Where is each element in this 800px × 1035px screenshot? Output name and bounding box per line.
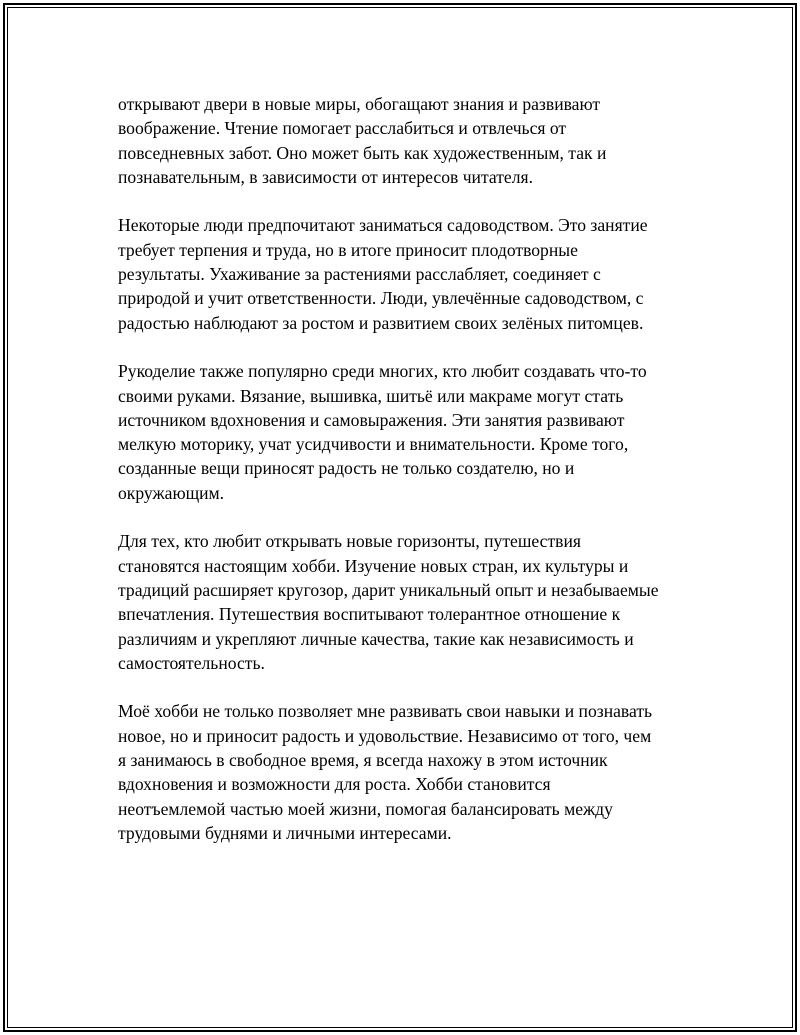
paragraph-line: повседневных забот. Оно может быть как художественным, так и (118, 142, 607, 163)
paragraph-line: Моё хобби не только позволяет мне развивать свои навыки и познавать (118, 701, 653, 722)
paragraph-line: трудовыми буднями и личными интересами. (118, 822, 452, 843)
paragraph-line: познавательным, в зависимости от интересов читателя. (118, 166, 533, 187)
paragraph-line: требует терпения и труда, но в итоге приносит плодотворные (118, 239, 578, 260)
paragraph-line: вдохновения и возможности для роста. Хобби становится (118, 774, 551, 795)
paragraph (118, 213, 718, 334)
document-body (118, 92, 718, 870)
paragraph-line: воображение. Чтение помогает расслабиться и отвлечься от (118, 118, 567, 139)
paragraph-line: природой и учит ответственности. Люди, увлечённые садоводством, с (118, 288, 644, 309)
paragraph (118, 529, 718, 675)
paragraph-line: Для тех, кто любит открывать новые горизонты, путешествия (118, 531, 581, 552)
paragraph-line: самостоятельность. (118, 652, 265, 673)
paragraph-line: радостью наблюдают за ростом и развитием своих зелёных питомцев. (118, 312, 644, 333)
paragraph-line: новое, но и приносит радость и удовольствие. Независимо от того, чем (118, 725, 652, 746)
paragraph-line: источником вдохновения и самовыражения. Эти занятия развивают (118, 409, 625, 430)
paragraph-line: неотъемлемой частью моей жизни, помогая балансировать между (118, 798, 613, 819)
paragraph-line: окружающим. (118, 482, 225, 503)
paragraph (118, 92, 718, 189)
paragraph (118, 359, 718, 505)
paragraph-line: результаты. Ухаживание за растениями расслабляет, соединяет с (118, 264, 601, 285)
paragraph-line: Рукоделие также популярно среди многих, кто любит создавать что-то (118, 361, 647, 382)
paragraph-line: впечатления. Путешествия воспитывают толерантное отношение к (118, 604, 621, 625)
paragraph-line: традиций расширяет кругозор, дарит уникальный опыт и незабываемые (118, 579, 659, 600)
paragraph-line: я занимаюсь в свободное время, я всегда нахожу в этом источник (118, 750, 608, 771)
paragraph-line: своими руками. Вязание, вышивка, шитьё или макраме могут стать (118, 385, 624, 406)
paragraph-line: созданные вещи приносят радость не только создателю, но и (118, 458, 575, 479)
paragraph-line: различиям и укрепляют личные качества, такие как независимость и (118, 628, 634, 649)
paragraph-line: Некоторые люди предпочитают заниматься садоводством. Это занятие (118, 215, 648, 236)
paragraph-line: мелкую моторику, учат усидчивости и внимательности. Кроме того, (118, 434, 629, 455)
paragraph-line: становятся настоящим хобби. Изучение новых стран, их культуры и (118, 555, 629, 576)
paragraph-line: открывают двери в новые миры, обогащают знания и развивают (118, 94, 601, 114)
paragraph (118, 699, 718, 845)
